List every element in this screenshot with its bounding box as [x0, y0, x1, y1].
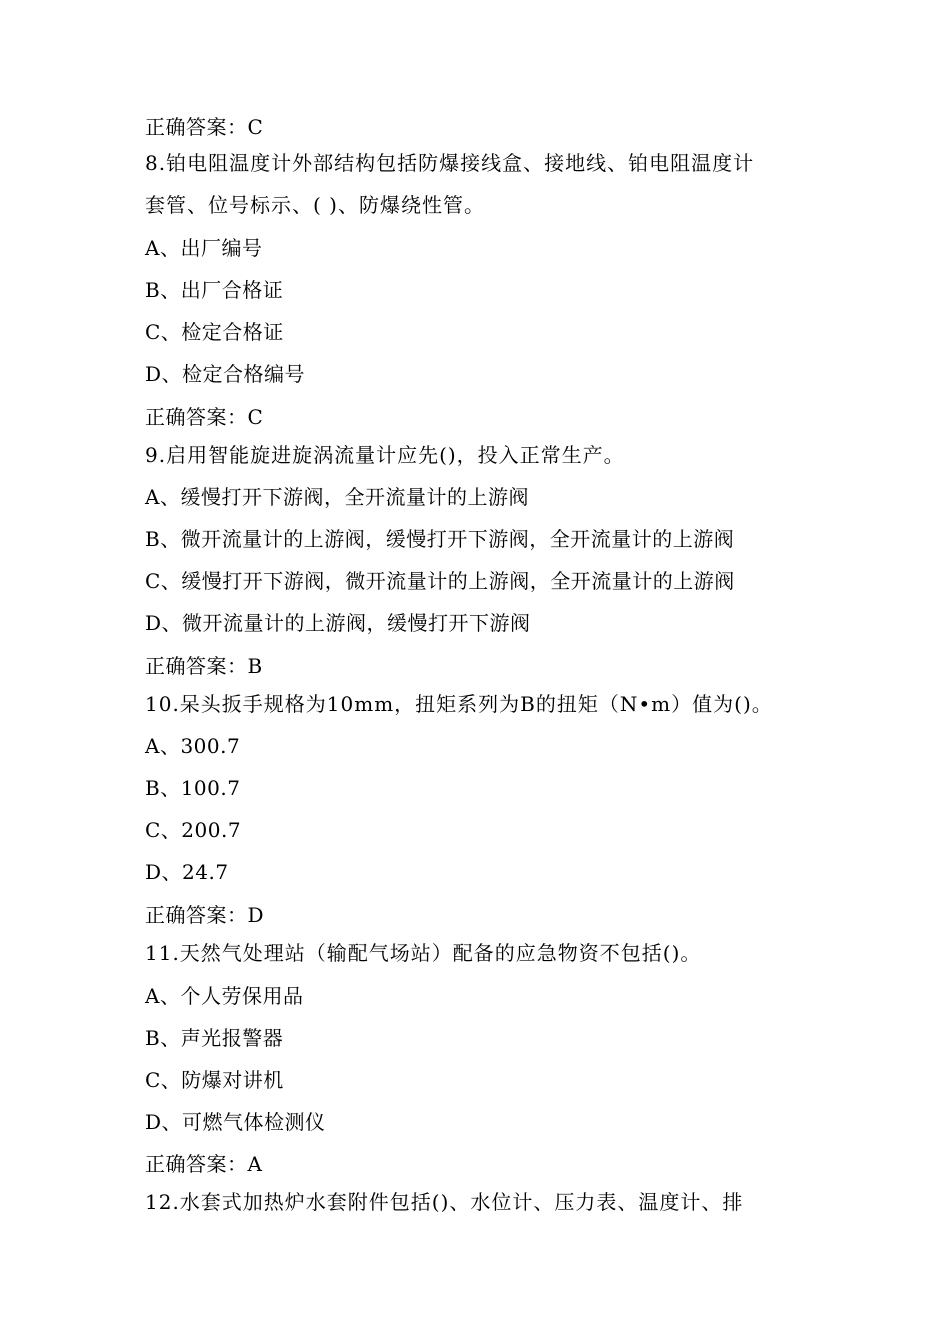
question-12-stem-line-1: 12.水套式加热炉水套附件包括()、水位计、压力表、温度计、排: [145, 1190, 744, 1214]
question-10-stem: 10.呆头扳手规格为10mm，扭矩系列为B的扭矩（N•m）值为()。: [145, 692, 773, 716]
option-line: B、声光报警器: [145, 1026, 284, 1050]
option-line: A、个人劳保用品: [145, 984, 304, 1008]
option-line: D、24.7: [145, 860, 229, 884]
answer-line: 正确答案：C: [145, 115, 264, 139]
answer-line: 正确答案：C: [145, 405, 264, 429]
option-line: A、300.7: [145, 734, 241, 758]
question-9-stem: 9.启用智能旋进旋涡流量计应先()，投入正常生产。: [145, 443, 625, 467]
question-11-stem: 11.天然气处理站（输配气场站）配备的应急物资不包括()。: [145, 941, 702, 965]
option-line: B、微开流量计的上游阀，缓慢打开下游阀，全开流量计的上游阀: [145, 527, 735, 551]
answer-line: 正确答案：D: [145, 903, 265, 927]
question-8-stem-line-1: 8.铂电阻温度计外部结构包括防爆接线盒、接地线、铂电阻温度计: [145, 151, 755, 175]
option-line: D、可燃气体检测仪: [145, 1110, 326, 1134]
question-8-stem-line-2: 套管、位号标示、( )、防爆绕性管。: [145, 193, 485, 217]
option-line: A、出厂编号: [145, 236, 263, 260]
option-line: C、缓慢打开下游阀，微开流量计的上游阀，全开流量计的上游阀: [145, 569, 735, 593]
option-line: D、检定合格编号: [145, 362, 306, 386]
option-line: A、缓慢打开下游阀，全开流量计的上游阀: [145, 485, 529, 509]
option-line: C、200.7: [145, 818, 242, 842]
answer-line: 正确答案：A: [145, 1152, 263, 1176]
option-line: C、检定合格证: [145, 320, 284, 344]
answer-line: 正确答案：B: [145, 654, 263, 678]
option-line: C、防爆对讲机: [145, 1068, 284, 1092]
option-line: B、出厂合格证: [145, 278, 284, 302]
option-line: D、微开流量计的上游阀，缓慢打开下游阀: [145, 611, 531, 635]
option-line: B、100.7: [145, 776, 241, 800]
